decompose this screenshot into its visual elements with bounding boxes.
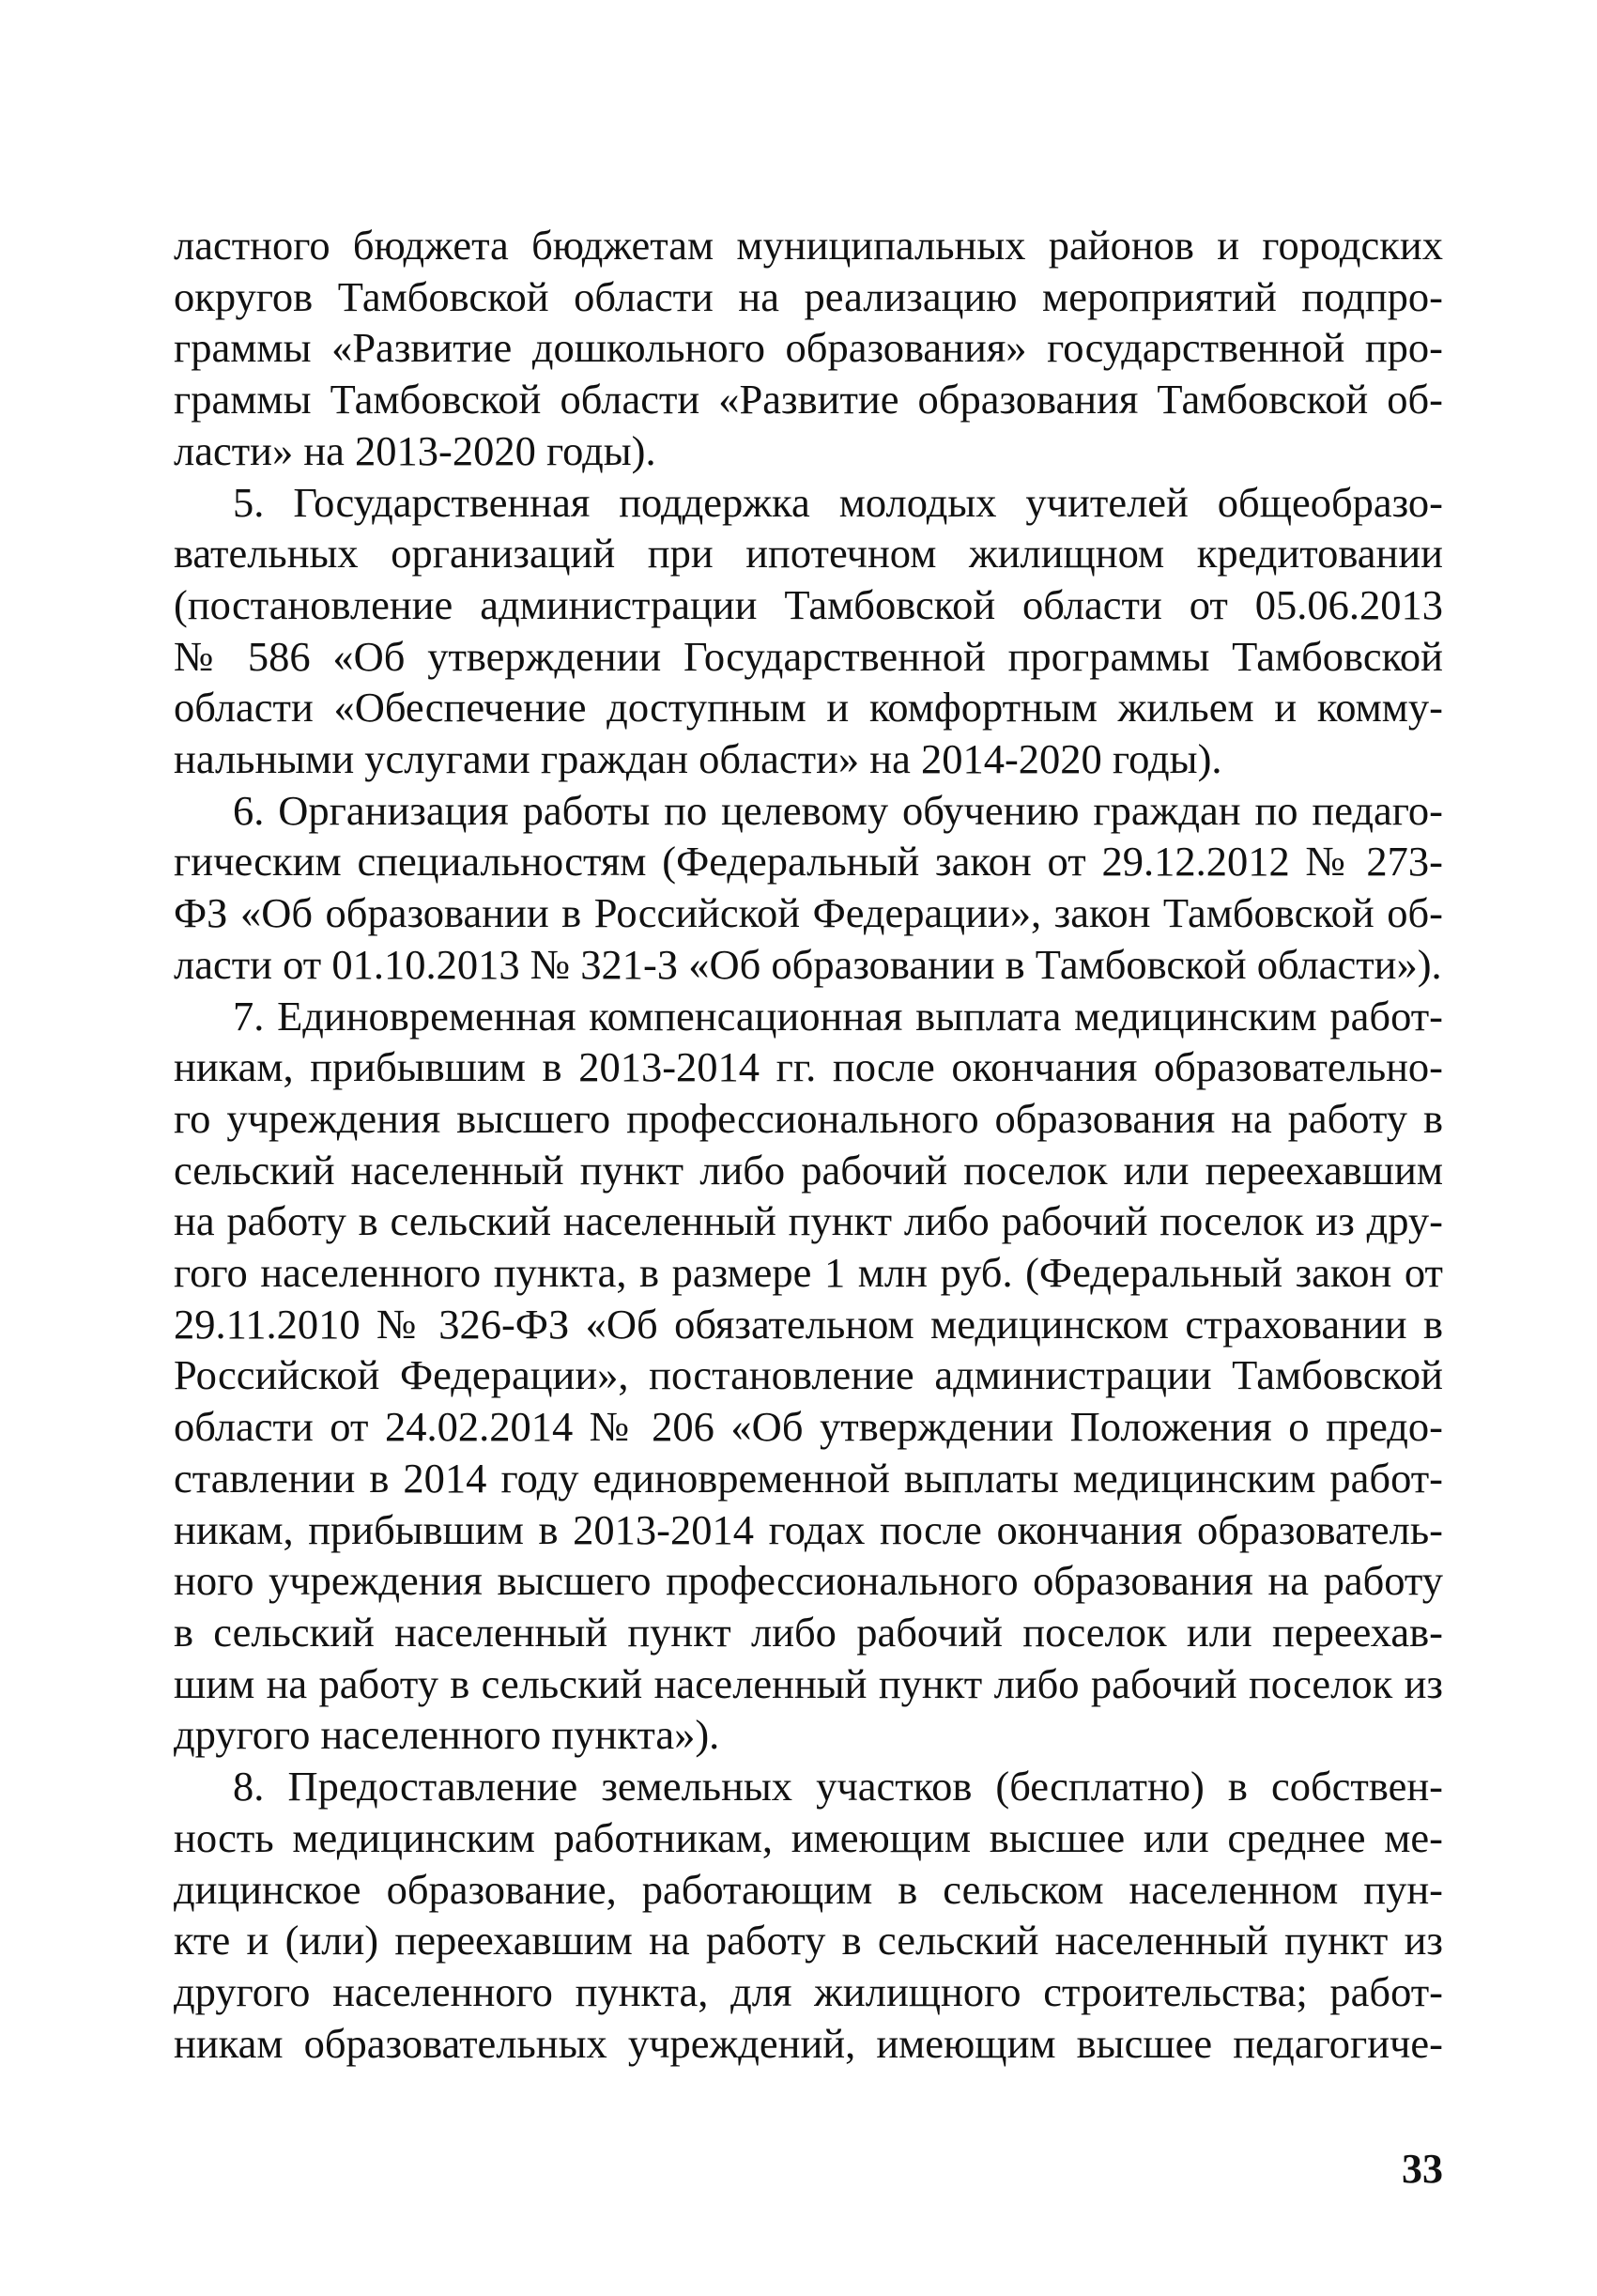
text-line: области «Обеспечение доступным и комфортным жильем и комму-: [174, 684, 1443, 732]
text-line: округов Тамбовской области на реализацию мероприятий подпро-: [174, 272, 1443, 320]
text-line: 8. Предоставление земельных участков (бесплатно) в собствен-: [233, 1763, 1443, 1811]
text-line: кте и (или) переехавшим на работу в сельский населенный пункт из: [174, 1917, 1443, 1965]
text-line: 5. Государственная поддержка молодых учителей общеобразо-: [233, 478, 1443, 526]
paragraph-item-7: [174, 991, 1443, 1762]
text-line: вательных организаций при ипотечном жилищном кредитовании: [174, 530, 1443, 578]
text-line: № 586 «Об утверждении Государственной программы Тамбовской: [174, 632, 1443, 680]
text-line: 29.11.2010 № 326-ФЗ «Об обязательном медицинском страховании в: [174, 1300, 1443, 1348]
text-line: никам, прибывшим в 2013-2014 годах после окончания образователь-: [174, 1505, 1443, 1553]
paragraph-item-5: [174, 477, 1443, 785]
text-line: другого населенного пункта»).: [174, 1711, 720, 1759]
text-line: граммы «Развитие дошкольного образования» государственной про-: [174, 324, 1443, 372]
text-line: ластного бюджета бюджетам муниципальных районов и городских: [174, 222, 1443, 269]
text-line: (постановление администрации Тамбовской области от 05.06.2013: [174, 580, 1443, 628]
text-line: шим на работу в сельский населенный пункт либо рабочий поселок из: [174, 1659, 1443, 1707]
text-line: ного учреждения высшего профессионального образования на работу: [174, 1557, 1443, 1605]
text-line: гого населенного пункта, в размере 1 млн руб. (Федеральный закон от: [174, 1249, 1443, 1297]
text-line: нальными услугами граждан области» на 2014-2020 годы).: [174, 735, 1222, 783]
text-line: 6. Организация работы по целевому обучению граждан по педаго-: [233, 786, 1443, 834]
text-line: ность медицинским работникам, имеющим высшее или среднее ме-: [174, 1813, 1443, 1861]
text-line: го учреждения высшего профессионального образования на работу в: [174, 1094, 1443, 1142]
text-line: на работу в сельский населенный пункт либо рабочий поселок из дру-: [174, 1197, 1443, 1245]
page-number: 33: [1402, 2146, 1443, 2192]
text-line: ФЗ «Об образовании в Российской Федерации», закон Тамбовской об-: [174, 889, 1443, 937]
text-line: никам, прибывшим в 2013-2014 гг. после окончания образовательно-: [174, 1043, 1443, 1091]
paragraph-continuation: [174, 220, 1443, 477]
page-body-text: [174, 220, 1443, 2069]
text-line: дицинское образование, работающим в сельском населенном пун-: [174, 1865, 1443, 1913]
text-line: гическим специальностям (Федеральный закон от 29.12.2012 № 273-: [174, 838, 1443, 886]
text-line: области от 24.02.2014 № 206 «Об утверждении Положения о предо-: [174, 1403, 1443, 1451]
text-line: ставлении в 2014 году единовременной выплаты медицинским работ-: [174, 1454, 1443, 1502]
text-line: граммы Тамбовской области «Развитие образования Тамбовской об-: [174, 376, 1443, 424]
text-line: Российской Федерации», постановление администрации Тамбовской: [174, 1351, 1443, 1399]
paragraph-item-8: [174, 1761, 1443, 2069]
text-line: ласти» на 2013-2020 годы).: [174, 426, 656, 474]
text-line: 7. Единовременная компенсационная выплата медицинским работ-: [233, 992, 1443, 1040]
text-line: никам образовательных учреждений, имеющим высшее педагогиче-: [174, 2019, 1443, 2067]
text-line: ласти от 01.10.2013 № 321-З «Об образовании в Тамбовской области»).: [174, 940, 1442, 988]
paragraph-item-6: [174, 785, 1443, 991]
text-line: сельский населенный пункт либо рабочий поселок или переехавшим: [174, 1146, 1443, 1194]
text-line: в сельский населенный пункт либо рабочий поселок или переехав-: [174, 1608, 1443, 1656]
text-line: другого населенного пункта, для жилищного строительства; работ-: [174, 1967, 1443, 2015]
